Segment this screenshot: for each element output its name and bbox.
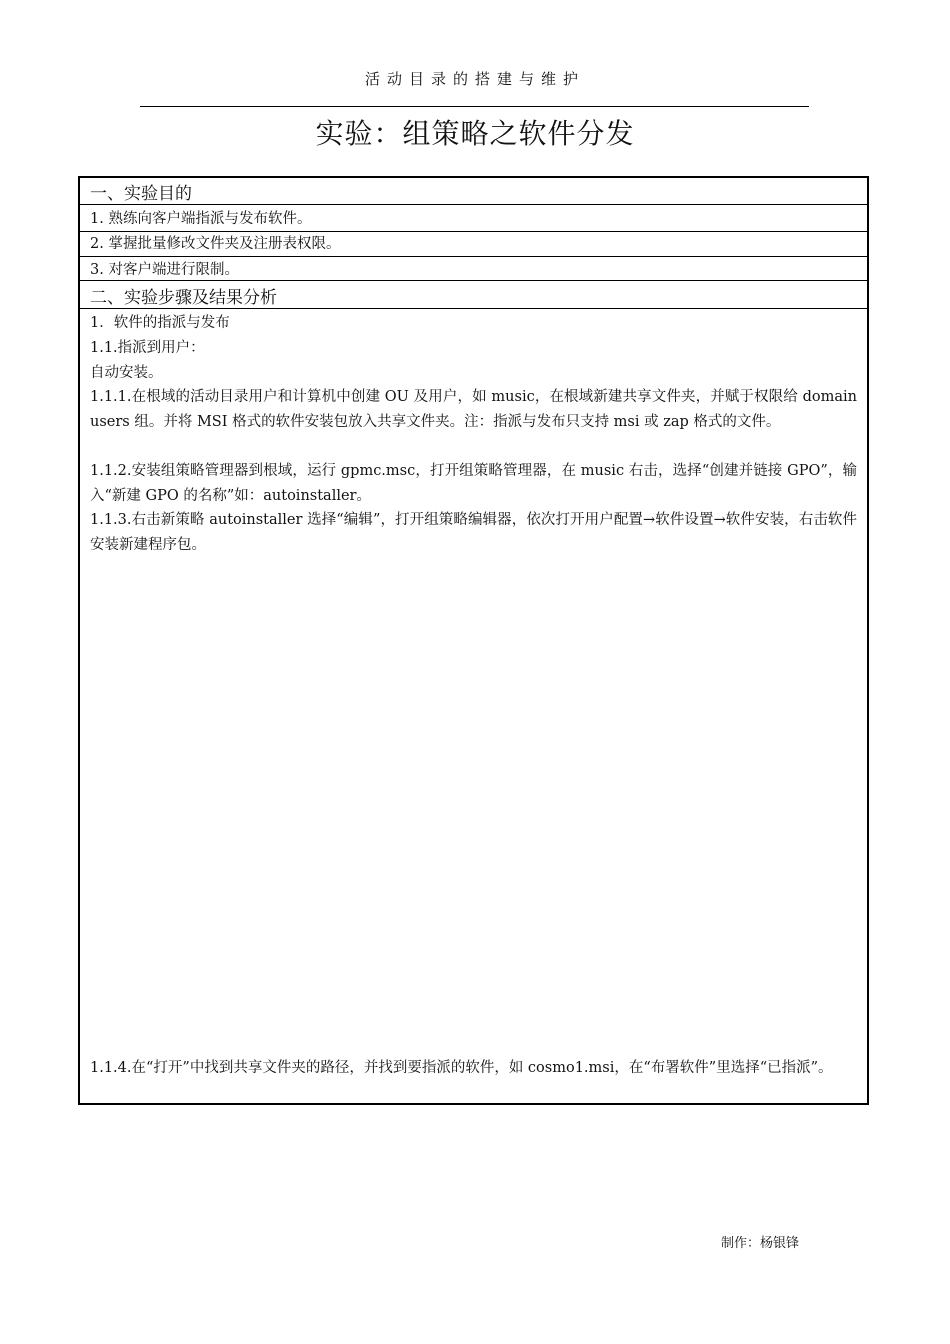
header-divider — [140, 106, 809, 107]
step-subheading: 1.1.指派到用户： — [90, 340, 205, 356]
objective-item: 3. 对客户端进行限制。 — [90, 262, 239, 278]
row-divider — [80, 256, 867, 257]
running-header: 活动目录的搭建与维护 — [364, 70, 585, 88]
author-credit: 制作：杨银锋 — [721, 1236, 800, 1251]
step-paragraph-1-1-3: 1.1.3.右击新策略 autoinstaller 选择“编辑”，打开组策略编辑器，依次打开用户配置→软件设置→软件安装，右击软件安装新建程序包。 — [90, 512, 857, 553]
section-divider — [80, 204, 867, 205]
step-paragraph-1-1-2: 1.1.2.安装组策略管理器到根域，运行 gpmc.msc，打开组策略管理器，在 music 右击，选择“创建并链接 GPO”，输入“新建 GPO 的名称”如：autoinstaller。 — [90, 463, 857, 504]
objective-item: 2. 掌握批量修改文件夹及注册表权限。 — [90, 236, 341, 252]
objective-item: 1. 熟练向客户端指派与发布软件。 — [90, 211, 312, 227]
step-paragraph-1-1-4: 1.1.4.在“打开”中找到共享文件夹的路径，并找到要指派的软件，如 cosmo1.msi，在“布署软件”里选择“已指派”。 — [90, 1060, 833, 1076]
section1-heading: 一、实验目的 — [90, 184, 192, 204]
step-heading: 1．软件的指派与发布 — [90, 315, 230, 331]
step-text: 自动安装。 — [90, 365, 163, 381]
document-title: 实验：组策略之软件分发 — [315, 117, 635, 150]
step-paragraph-1-1-1: 1.1.1.在根域的活动目录用户和计算机中创建 OU 及用户，如 music，在根域新建共享文件夹，并赋于权限给 domain users 组。并将 MSI 格式的软件安装包放入共享文件夹。注：指派与发布只支持 msi 或 zap 格式的文件。 — [90, 389, 857, 430]
section2-heading: 二、实验步骤及结果分析 — [90, 288, 277, 308]
experiment-table — [78, 176, 869, 1105]
section-divider — [80, 280, 867, 281]
section-divider — [80, 308, 867, 309]
